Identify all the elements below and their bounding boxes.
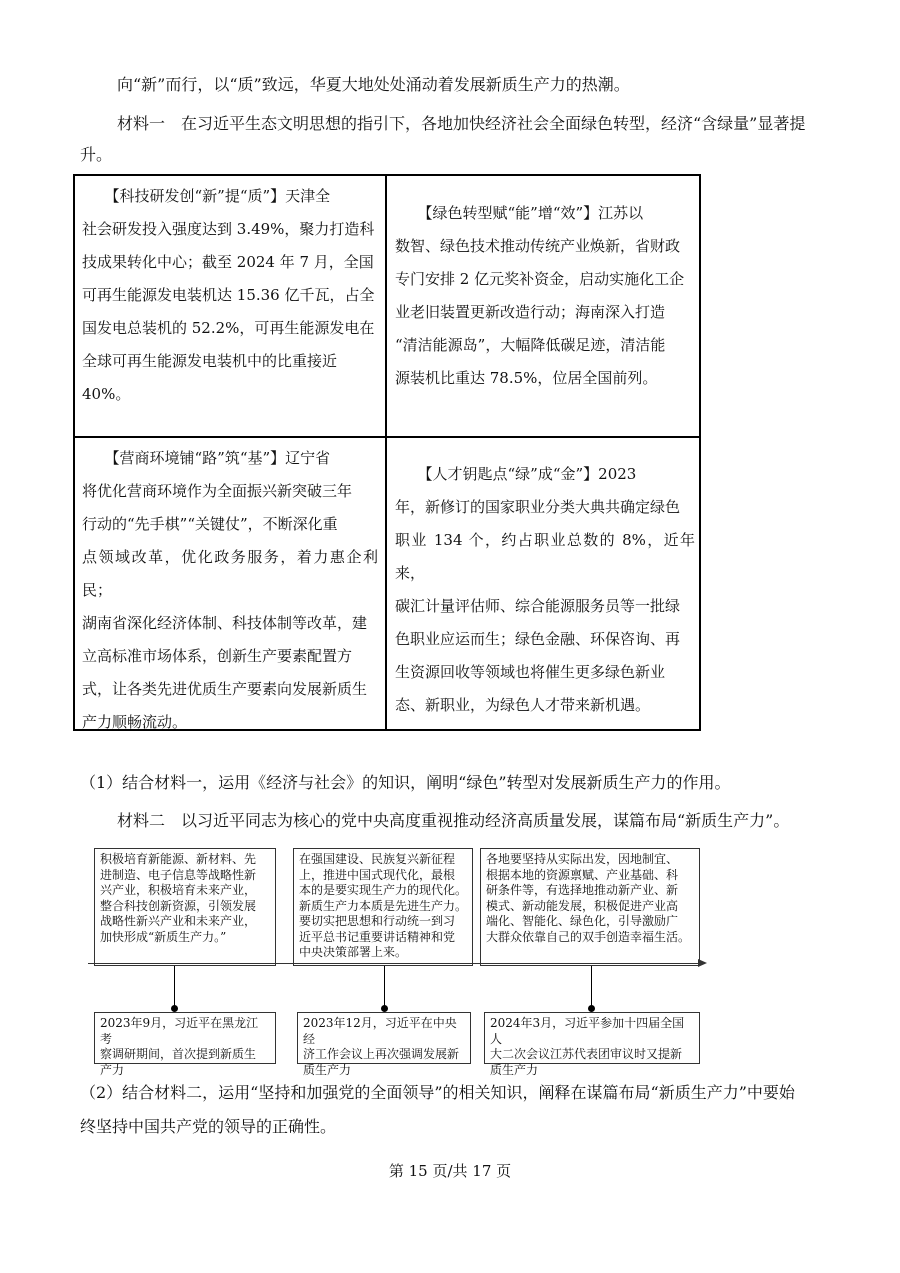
table-divider-horizontal: [73, 436, 701, 438]
box-line: 端化、智能化、绿色化，引导激励广: [486, 914, 679, 928]
timeline-connector: [591, 966, 592, 1010]
axis-arrow-icon: [698, 959, 707, 967]
timeline-dot: [381, 1005, 388, 1012]
cell-line: 碳汇计量评估师、综合能源服务员等一批绿: [395, 597, 681, 615]
cell-line: 【人才钥匙点“绿”成“金”】2023: [395, 465, 637, 483]
cell-line: 色职业应运而生；绿色金融、环保咨询、再: [395, 630, 681, 648]
box-line: 产力: [100, 1062, 125, 1077]
box-line: 在强国建设、民族复兴新征程: [299, 852, 456, 866]
timeline-axis: [88, 963, 700, 964]
box-line: 整合科技创新资源，引领发展: [100, 898, 257, 913]
cell-line: 业老旧装置更新改造行动；海南深入打造: [395, 303, 666, 321]
cell-line: 可再生能源发电装机达 15.36 亿千瓦，占全: [82, 286, 375, 304]
cell-line: 【绿色转型赋“能”增“效”】江苏以: [395, 204, 644, 222]
cell-line: 产力顺畅流动。: [82, 713, 188, 731]
timeline-connector: [174, 966, 175, 1010]
timeline-bottom-box: [297, 1012, 471, 1077]
box-line: 研条件等，有选择地推动新产业、新: [486, 883, 679, 897]
box-line: 根据本地的资源禀赋、产业基础、科: [486, 867, 679, 882]
box-line: 上，推进中国式现代化，最根: [299, 867, 456, 882]
box-line: 各地要坚持从实际出发，因地制宜、: [486, 852, 679, 866]
box-line: 质生产力: [303, 1062, 352, 1077]
table-divider-vertical: [385, 174, 387, 731]
box-line: 新质生产力本质是先进生产力。: [299, 898, 468, 913]
box-line: 2023年12月，习近平在中央经: [303, 1016, 457, 1046]
box-line: 要切实把思想和行动统一到习: [299, 914, 456, 928]
box-line: 近平总书记重要讲话精神和党: [299, 929, 456, 944]
table-cell-talent: [395, 458, 695, 722]
cell-line: 式，让各类先进优质生产要素向发展新质生: [82, 680, 368, 698]
box-line: 进制造、电子信息等战略性新: [100, 867, 257, 882]
box-line: 质生产力: [490, 1062, 539, 1077]
page-footer: 第 15 页/共 17 页: [388, 1162, 512, 1180]
cell-line: 数智、绿色技术推动传统产业焕新，省财政: [395, 237, 681, 255]
timeline-dot: [171, 1005, 178, 1012]
timeline-bottom-box: [94, 1012, 276, 1077]
timeline-connector: [384, 966, 385, 1010]
cell-line: 点领域改革，优化政务服务，着力惠企利民；: [82, 548, 378, 599]
box-line: 模式、新动能发展，积极促进产业高: [486, 898, 679, 913]
cell-line: 国发电总装机的 52.2%，可再生能源发电在: [82, 319, 375, 337]
cell-line: “清洁能源岛”，大幅降低碳足迹，清洁能: [395, 336, 666, 354]
cell-line: 【科技研发创“新”提“质”】天津全: [82, 187, 331, 205]
cell-line: 湖南省深化经济体制、科技体制等改革，建: [82, 614, 368, 632]
box-line: 中央决策部署上来。: [299, 945, 408, 959]
cell-line: 源装机比重达 78.5%，位居全国前列。: [395, 369, 658, 387]
timeline-dot: [588, 1005, 595, 1012]
cell-line: 职业 134 个，约占职业总数的 8%，近年来，: [395, 531, 695, 582]
question-2-line1: （2）结合材料二，运用“坚持和加强党的全面领导”的相关知识，阐释在谋篇布局“新质生产力”中要始: [80, 1083, 795, 1102]
box-line: 积极培育新能源、新材料、先: [100, 852, 257, 866]
cell-line: 40%。: [82, 385, 131, 403]
table-cell-tech: [82, 180, 378, 411]
box-line: 加快形成“新质生产力。”: [100, 929, 227, 944]
box-line: 察调研期间，首次提到新质生: [100, 1047, 257, 1061]
cell-line: 行动的“先手棋”“关键仗”，不断深化重: [82, 515, 338, 533]
box-line: 大二次会议江苏代表团审议时又提新: [490, 1047, 683, 1061]
timeline-top-box: [94, 848, 276, 966]
cell-line: 态、新职业，为绿色人才带来新机遇。: [395, 696, 651, 714]
cell-line: 【营商环境铺“路”筑“基”】辽宁省: [82, 449, 331, 467]
box-line: 济工作会议上再次强调发展新: [303, 1047, 460, 1061]
cell-line: 生资源回收等领域也将催生更多绿色新业: [395, 663, 666, 681]
timeline-bottom-box: [484, 1012, 700, 1077]
cell-line: 将优化营商环境作为全面振兴新突破三年: [82, 482, 353, 500]
material2-line: 材料二 以习近平同志为核心的党中央高度重视推动经济高质量发展，谋篇布局“新质生产力”。: [117, 811, 790, 830]
box-line: 2023年9月，习近平在黑龙江考: [100, 1016, 259, 1046]
timeline-top-box: [293, 848, 473, 966]
question-2-line2: 终坚持中国共产党的领导的正确性。: [80, 1117, 337, 1136]
material1-line1: 材料一 在习近平生态文明思想的指引下，各地加快经济社会全面绿色转型，经济“含绿量”显著提: [117, 114, 806, 133]
question-1: （1）结合材料一，运用《经济与社会》的知识，阐明“绿色”转型对发展新质生产力的作用。: [80, 773, 731, 792]
cell-line: 专门安排 2 亿元奖补资金，启动实施化工企: [395, 270, 685, 288]
cell-line: 全球可再生能源发电装机中的比重接近: [82, 352, 338, 370]
box-line: 战略性新兴产业和未来产业，: [100, 914, 257, 928]
table-cell-business: [82, 442, 378, 739]
cell-line: 社会研发投入强度达到 3.49%，聚力打造科: [82, 220, 375, 238]
cell-line: 年，新修订的国家职业分类大典共确定绿色: [395, 498, 681, 516]
cell-line: 立高标准市场体系，创新生产要素配置方: [82, 647, 353, 665]
intro-line: 向“新”而行，以“质”致远，华夏大地处处涌动着发展新质生产力的热潮。: [117, 75, 630, 94]
table-cell-green: [395, 197, 695, 395]
timeline-top-box: [480, 848, 700, 966]
box-line: 2024年3月，习近平参加十四届全国人: [490, 1016, 685, 1046]
box-line: 大群众依靠自己的双手创造幸福生活。: [486, 929, 691, 944]
cell-line: 技成果转化中心；截至 2024 年 7 月，全国: [82, 253, 374, 271]
box-line: 兴产业，积极培育未来产业，: [100, 883, 257, 897]
box-line: 本的是要实现生产力的现代化。: [299, 883, 468, 897]
material1-line2: 升。: [80, 145, 113, 164]
